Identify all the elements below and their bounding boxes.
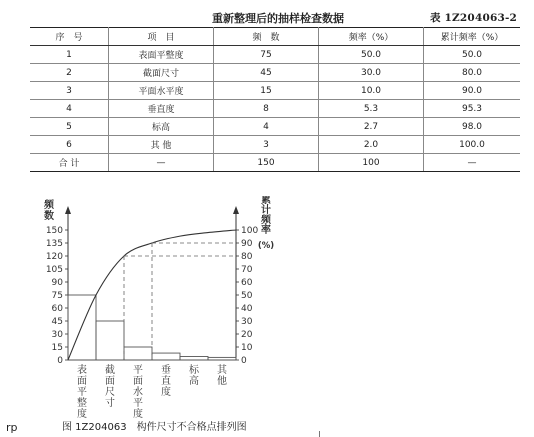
cell-frequency: 75 bbox=[214, 46, 319, 64]
right-axis-arrow bbox=[233, 206, 239, 214]
right-axis-tick-label: 60 bbox=[241, 278, 253, 288]
right-axis-tick-label: 50 bbox=[241, 291, 253, 301]
scan-mark bbox=[319, 431, 320, 437]
category-label: 截 bbox=[105, 365, 115, 376]
table-number: 表 1Z204063-2 bbox=[430, 12, 518, 24]
table-row bbox=[30, 136, 520, 154]
right-axis-tick-label: 30 bbox=[241, 317, 253, 327]
table-header-row bbox=[30, 28, 520, 46]
left-axis-tick-label: 0 bbox=[57, 356, 63, 366]
category-label: 度 bbox=[161, 387, 171, 398]
cell-item: — bbox=[109, 154, 214, 172]
figure-caption: 图 1Z204063 构件尺寸不合格点排列图 bbox=[62, 422, 247, 433]
cell-frequency: 45 bbox=[214, 64, 319, 82]
pareto-bar bbox=[124, 347, 152, 360]
left-axis-tick-label: 135 bbox=[45, 239, 63, 249]
pareto-bar bbox=[208, 357, 236, 360]
left-axis-label: 频 bbox=[44, 200, 54, 211]
left-axis-tick-label: 105 bbox=[45, 265, 63, 275]
left-axis-tick-label: 90 bbox=[51, 278, 63, 288]
category-label: 平 bbox=[133, 398, 143, 409]
cell-item: 表面平整度 bbox=[109, 46, 214, 64]
right-axis-tick-label: 40 bbox=[241, 304, 253, 314]
table-title: 重新整理后的抽样检查数据 bbox=[212, 12, 344, 25]
cell-cumulative: 100.0 bbox=[424, 136, 521, 154]
corner-mark: rp bbox=[6, 421, 18, 434]
cell-rate: 50.0 bbox=[319, 46, 424, 64]
cell-index: 3 bbox=[30, 82, 109, 100]
cell-cumulative: 50.0 bbox=[424, 46, 521, 64]
cell-index: 4 bbox=[30, 100, 109, 118]
cell-cumulative: 95.3 bbox=[424, 100, 521, 118]
cell-frequency: 8 bbox=[214, 100, 319, 118]
cell-rate: 5.3 bbox=[319, 100, 424, 118]
cell-index: 1 bbox=[30, 46, 109, 64]
left-axis-arrow bbox=[65, 206, 71, 214]
header-index: 序 号 bbox=[30, 28, 109, 46]
category-label: 尺 bbox=[105, 387, 115, 398]
category-label: 水 bbox=[133, 387, 143, 398]
category-label: 他 bbox=[217, 376, 227, 387]
pareto-chart bbox=[0, 196, 534, 418]
right-axis-tick-label: 100 bbox=[241, 226, 259, 236]
category-label: 平 bbox=[77, 387, 87, 398]
table-row bbox=[30, 100, 520, 118]
category-label: 其 bbox=[217, 365, 227, 376]
right-axis-label: 累 bbox=[261, 196, 271, 206]
cell-cumulative: 80.0 bbox=[424, 64, 521, 82]
right-axis-tick-label: 20 bbox=[241, 330, 253, 340]
cell-cumulative: 98.0 bbox=[424, 118, 521, 136]
left-axis-tick-label: 15 bbox=[51, 343, 63, 353]
cell-index: 5 bbox=[30, 118, 109, 136]
data-table bbox=[30, 27, 520, 172]
table-row bbox=[30, 46, 520, 64]
right-axis-label: 频 bbox=[261, 215, 271, 226]
cell-cumulative: 90.0 bbox=[424, 82, 521, 100]
right-axis-tick-label: 90 bbox=[241, 239, 253, 249]
category-label: 垂 bbox=[161, 365, 171, 376]
category-label: 面 bbox=[133, 376, 143, 387]
cell-rate: 30.0 bbox=[319, 64, 424, 82]
cell-frequency: 150 bbox=[214, 154, 319, 172]
pareto-bar bbox=[180, 357, 208, 360]
category-label: 平 bbox=[133, 365, 143, 376]
cell-item: 其 他 bbox=[109, 136, 214, 154]
table-row bbox=[30, 64, 520, 82]
cell-index: 2 bbox=[30, 64, 109, 82]
cell-item: 平面水平度 bbox=[109, 82, 214, 100]
right-axis-tick-label: 80 bbox=[241, 252, 253, 262]
header-rate: 频率（%） bbox=[319, 28, 424, 46]
category-label: 面 bbox=[105, 376, 115, 387]
cell-rate: 2.0 bbox=[319, 136, 424, 154]
header-frequency: 频 数 bbox=[214, 28, 319, 46]
right-axis-tick-label: 10 bbox=[241, 343, 253, 353]
category-label: 高 bbox=[189, 376, 199, 387]
cell-index: 6 bbox=[30, 136, 109, 154]
category-label: 面 bbox=[77, 376, 87, 387]
right-axis-label: (%) bbox=[257, 241, 275, 251]
cell-frequency: 15 bbox=[214, 82, 319, 100]
left-axis-tick-label: 30 bbox=[51, 330, 63, 340]
cell-item: 标高 bbox=[109, 118, 214, 136]
cell-rate: 100 bbox=[319, 154, 424, 172]
cell-frequency: 3 bbox=[214, 136, 319, 154]
pareto-bar bbox=[96, 321, 124, 360]
table-row bbox=[30, 82, 520, 100]
left-axis-tick-label: 120 bbox=[45, 252, 63, 262]
right-axis-label: 率 bbox=[261, 225, 271, 236]
cell-item: 垂直度 bbox=[109, 100, 214, 118]
category-label: 直 bbox=[161, 376, 171, 387]
cell-index: 合 计 bbox=[30, 154, 109, 172]
left-axis-tick-label: 150 bbox=[45, 226, 63, 236]
cell-frequency: 4 bbox=[214, 118, 319, 136]
right-axis-tick-label: 70 bbox=[241, 265, 253, 275]
cell-rate: 2.7 bbox=[319, 118, 424, 136]
category-label: 表 bbox=[77, 365, 87, 376]
category-label: 度 bbox=[77, 409, 87, 418]
right-axis-tick-label: 0 bbox=[241, 356, 247, 366]
left-axis-label: 数 bbox=[44, 211, 54, 222]
category-label: 寸 bbox=[105, 398, 115, 409]
table-row bbox=[30, 118, 520, 136]
header-cumulative: 累计频率（%） bbox=[424, 28, 521, 46]
left-axis-tick-label: 45 bbox=[51, 317, 63, 327]
category-label: 整 bbox=[77, 398, 87, 409]
category-label: 标 bbox=[189, 365, 199, 376]
left-axis-tick-label: 75 bbox=[51, 291, 63, 301]
cell-item: 截面尺寸 bbox=[109, 64, 214, 82]
header-item: 项 目 bbox=[109, 28, 214, 46]
cell-rate: 10.0 bbox=[319, 82, 424, 100]
right-axis-label: 计 bbox=[261, 205, 271, 216]
pareto-bar bbox=[152, 353, 180, 360]
cell-cumulative: — bbox=[424, 154, 521, 172]
category-label: 度 bbox=[133, 409, 143, 418]
table-total-row bbox=[30, 154, 520, 172]
left-axis-tick-label: 60 bbox=[51, 304, 63, 314]
